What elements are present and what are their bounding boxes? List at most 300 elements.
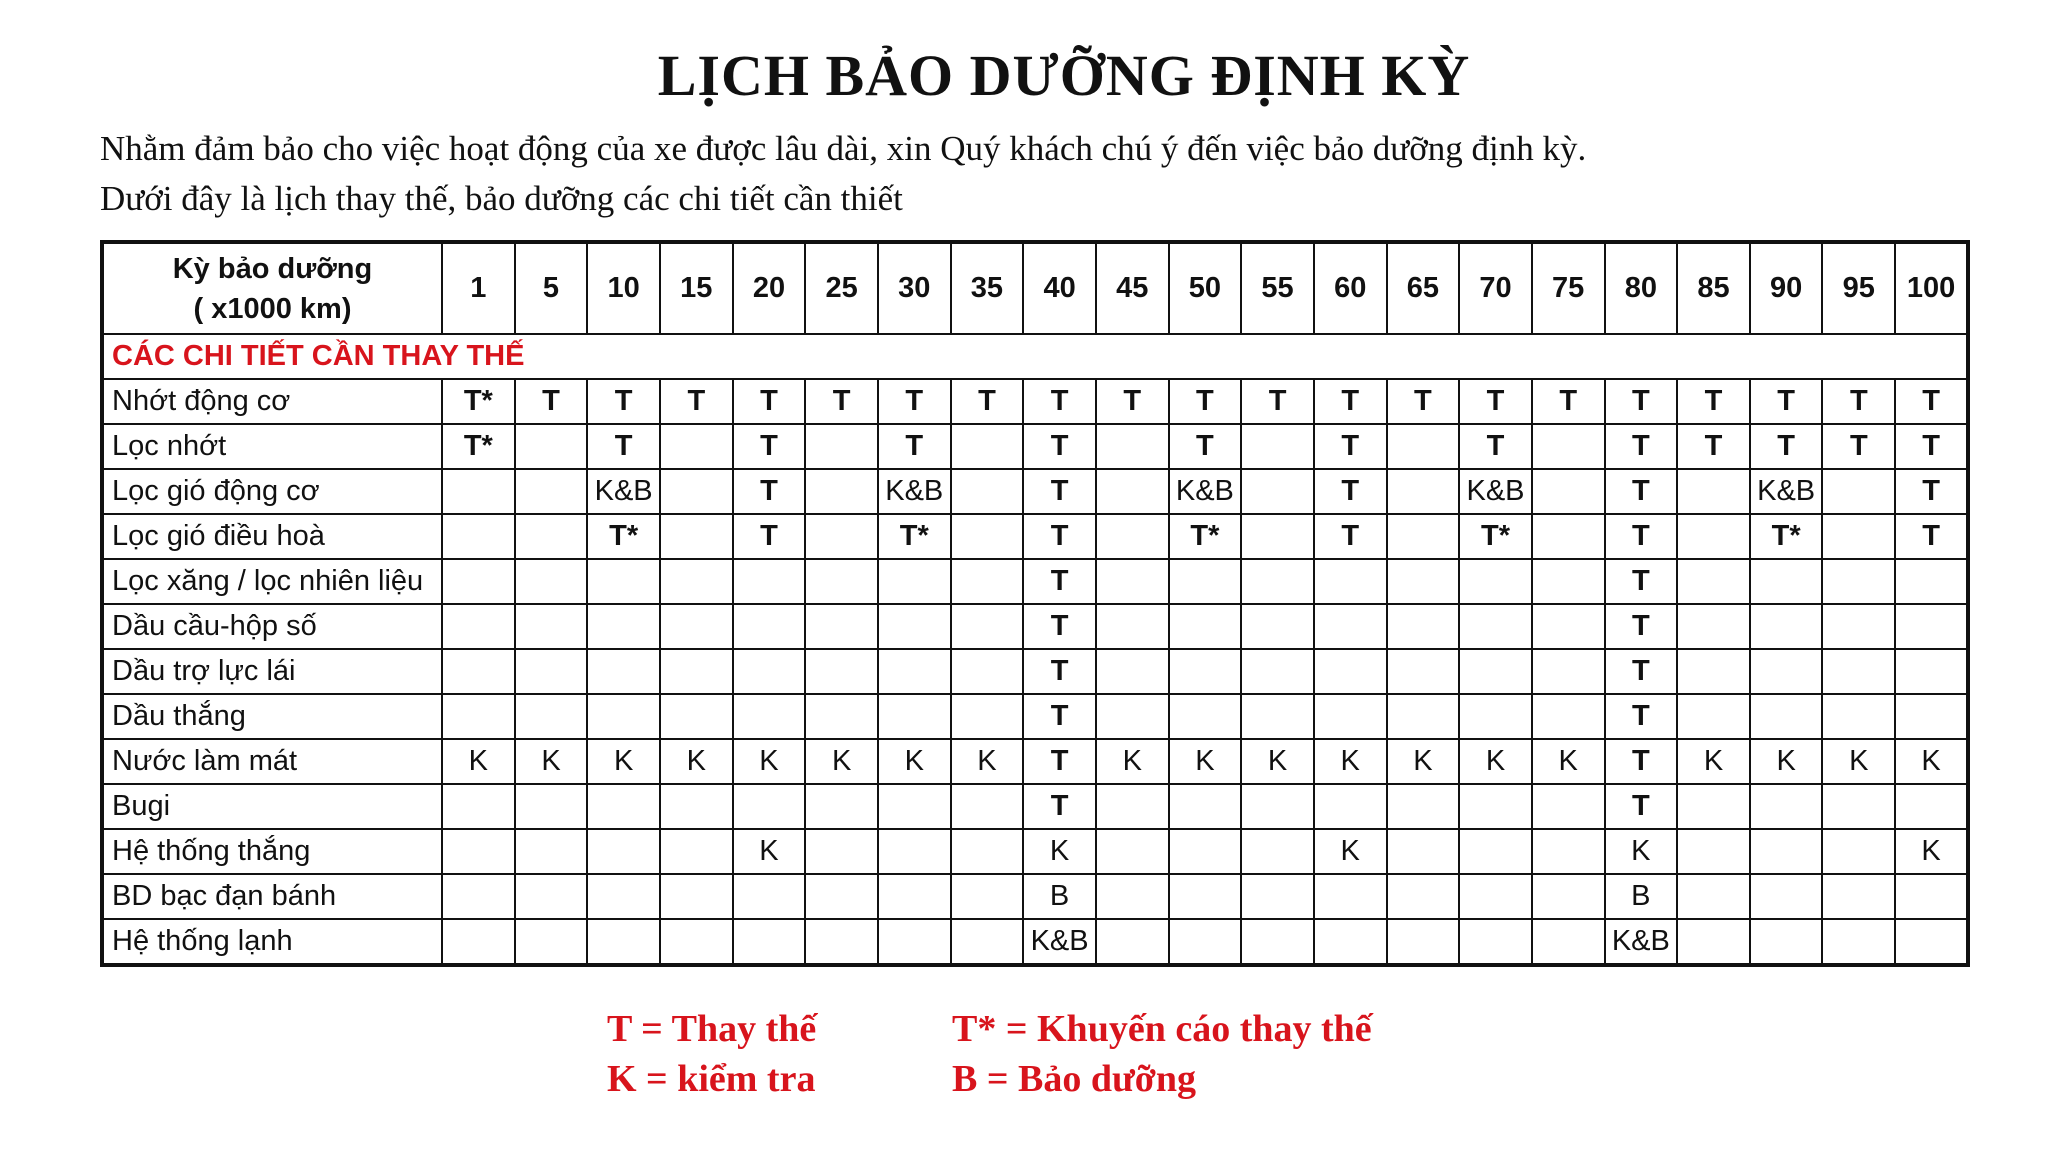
schedule-cell [1532,514,1605,559]
schedule-cell: K [1532,739,1605,784]
schedule-cell: K [515,739,588,784]
schedule-cell: T [1750,424,1823,469]
schedule-cell: K [733,829,806,874]
schedule-cell [587,604,660,649]
schedule-cell [1096,649,1169,694]
schedule-cell [1822,649,1895,694]
schedule-cell: K&B [587,469,660,514]
schedule-cell [1677,784,1750,829]
schedule-cell [1895,874,1968,919]
schedule-cell: T [1605,694,1678,739]
schedule-cell [951,694,1024,739]
schedule-cell: T [1169,424,1242,469]
schedule-cell [1532,604,1605,649]
schedule-cell: T [1459,424,1532,469]
schedule-cell: T [587,379,660,424]
schedule-cell [515,784,588,829]
schedule-cell [1314,559,1387,604]
schedule-cell: T [1023,649,1096,694]
schedule-cell [1750,919,1823,965]
schedule-cell [442,604,515,649]
schedule-cell [1750,784,1823,829]
schedule-cell [1096,604,1169,649]
schedule-cell [878,694,951,739]
schedule-cell: T [1822,424,1895,469]
interval-header-20: 20 [733,242,806,334]
interval-header-label [102,242,442,334]
schedule-cell [951,649,1024,694]
schedule-cell [1459,604,1532,649]
schedule-cell: K&B [1750,469,1823,514]
schedule-cell: T [951,379,1024,424]
schedule-cell: T [1023,784,1096,829]
interval-header-1: 1 [442,242,515,334]
schedule-cell [878,559,951,604]
schedule-cell: T [878,379,951,424]
interval-header-5: 5 [515,242,588,334]
row-label: Dầu trợ lực lái [102,649,442,694]
schedule-cell [660,649,733,694]
schedule-cell [805,919,878,965]
schedule-cell: T [1605,379,1678,424]
schedule-cell: T [1023,424,1096,469]
schedule-cell [1387,559,1460,604]
section-label: CÁC CHI TIẾT CẦN THAY THẾ [102,334,1968,379]
schedule-cell: T* [587,514,660,559]
schedule-cell [1822,469,1895,514]
schedule-cell: K [442,739,515,784]
schedule-cell [1096,559,1169,604]
row-label: Lọc nhớt [102,424,442,469]
schedule-cell [1895,649,1968,694]
schedule-cell [1169,694,1242,739]
schedule-cell [1241,514,1314,559]
schedule-cell: T [1605,649,1678,694]
table-row [102,694,1968,739]
schedule-cell [1169,874,1242,919]
schedule-cell [805,469,878,514]
schedule-cell [1677,874,1750,919]
legend-left [607,1004,816,1104]
schedule-cell: T [1677,379,1750,424]
row-label: Dầu thắng [102,694,442,739]
schedule-cell [1459,559,1532,604]
schedule-cell [1314,784,1387,829]
schedule-cell [1169,649,1242,694]
schedule-cell [660,604,733,649]
schedule-cell [1387,469,1460,514]
schedule-cell: T [1314,424,1387,469]
schedule-cell: T [1023,469,1096,514]
legend-t: T = Thay thế [607,1008,817,1050]
schedule-cell [1169,784,1242,829]
schedule-cell: T* [1750,514,1823,559]
schedule-cell [1096,424,1169,469]
schedule-cell: T [1605,559,1678,604]
interval-header-60: 60 [1314,242,1387,334]
schedule-cell: T [805,379,878,424]
schedule-cell [442,829,515,874]
schedule-cell [1241,604,1314,649]
interval-header-line-1: Kỳ bảo dưỡng [172,252,373,285]
schedule-cell [442,514,515,559]
schedule-cell: K&B [1605,919,1678,965]
schedule-cell [515,559,588,604]
schedule-cell: T [1023,604,1096,649]
schedule-cell [1387,424,1460,469]
row-label: Hệ thống lạnh [102,919,442,965]
section-row [102,334,1968,379]
schedule-cell [1677,694,1750,739]
schedule-cell [1096,829,1169,874]
schedule-cell [660,694,733,739]
table-row [102,424,1968,469]
schedule-cell: T [733,469,806,514]
schedule-cell [587,784,660,829]
schedule-cell [1822,604,1895,649]
schedule-cell [805,604,878,649]
schedule-cell: T* [1169,514,1242,559]
schedule-cell [1532,829,1605,874]
schedule-cell [587,694,660,739]
schedule-cell [1096,919,1169,965]
schedule-cell: T [733,379,806,424]
schedule-cell [442,694,515,739]
schedule-cell [733,694,806,739]
schedule-cell [1241,919,1314,965]
schedule-cell: K [660,739,733,784]
schedule-cell [951,559,1024,604]
schedule-cell [1677,604,1750,649]
schedule-cell [951,919,1024,965]
schedule-cell: T [1023,694,1096,739]
schedule-cell [733,559,806,604]
schedule-cell: T [1096,379,1169,424]
schedule-cell: K [1822,739,1895,784]
schedule-cell [951,829,1024,874]
schedule-cell: T [587,424,660,469]
interval-header-40: 40 [1023,242,1096,334]
schedule-cell: T [1169,379,1242,424]
schedule-cell [1387,514,1460,559]
schedule-cell: B [1605,874,1678,919]
schedule-cell: T [1895,469,1968,514]
schedule-cell: K [951,739,1024,784]
interval-header-35: 35 [951,242,1024,334]
table-row [102,469,1968,514]
schedule-cell [1750,694,1823,739]
schedule-cell [1387,694,1460,739]
schedule-cell [515,469,588,514]
table-row [102,649,1968,694]
schedule-cell: T [1459,379,1532,424]
schedule-cell [1677,469,1750,514]
schedule-cell: K [1895,829,1968,874]
schedule-cell [587,829,660,874]
schedule-cell [1387,604,1460,649]
schedule-cell: K [1023,829,1096,874]
schedule-cell [442,874,515,919]
schedule-cell: T* [442,424,515,469]
schedule-cell [878,829,951,874]
schedule-cell [1241,559,1314,604]
schedule-cell [1822,874,1895,919]
schedule-cell [1459,649,1532,694]
schedule-cell [515,514,588,559]
schedule-cell [1532,694,1605,739]
schedule-cell: T [1023,379,1096,424]
schedule-cell [878,604,951,649]
schedule-cell [1459,694,1532,739]
maintenance-schedule-table [100,240,1970,967]
schedule-cell: T [1241,379,1314,424]
row-label: Hệ thống thắng [102,829,442,874]
schedule-cell [1241,424,1314,469]
legend-right [952,1004,1372,1104]
schedule-cell [660,829,733,874]
schedule-cell [515,874,588,919]
schedule-cell [1895,784,1968,829]
legend-tstar: T* = Khuyến cáo thay thế [952,1008,1372,1050]
schedule-cell: K [1096,739,1169,784]
row-label: Lọc xăng / lọc nhiên liệu [102,559,442,604]
schedule-cell: T [1023,559,1096,604]
schedule-cell [587,559,660,604]
schedule-cell: B [1023,874,1096,919]
schedule-cell [951,424,1024,469]
schedule-cell [1459,784,1532,829]
schedule-cell [951,469,1024,514]
schedule-cell [660,919,733,965]
schedule-cell [1241,649,1314,694]
row-label: BD bạc đạn bánh [102,874,442,919]
row-label: Dầu cầu-hộp số [102,604,442,649]
schedule-cell [878,649,951,694]
schedule-cell: T [1605,469,1678,514]
schedule-cell [951,784,1024,829]
legend-b: B = Bảo dưỡng [952,1058,1196,1100]
interval-header-15: 15 [660,242,733,334]
schedule-cell: T [1605,424,1678,469]
table-row [102,784,1968,829]
table-row [102,919,1968,965]
schedule-cell [805,874,878,919]
schedule-cell: K [1605,829,1678,874]
interval-header-55: 55 [1241,242,1314,334]
schedule-cell: T* [878,514,951,559]
schedule-cell [1532,784,1605,829]
schedule-cell [660,784,733,829]
schedule-cell [1677,649,1750,694]
interval-header-85: 85 [1677,242,1750,334]
schedule-cell [1387,649,1460,694]
schedule-cell [1459,829,1532,874]
schedule-cell [733,649,806,694]
intro-line-1: Nhằm đảm bảo cho việc hoạt động của xe được lâu dài, xin Quý khách chú ý đến việc bảo dưỡng định kỳ. [100,129,1587,168]
schedule-cell [442,784,515,829]
page-title: LỊCH BẢO DƯỠNG ĐỊNH KỲ [657,43,1471,108]
row-label: Nhớt động cơ [102,379,442,424]
schedule-cell [1096,784,1169,829]
schedule-cell: T [1532,379,1605,424]
schedule-cell [515,649,588,694]
interval-header-70: 70 [1459,242,1532,334]
schedule-cell [1895,604,1968,649]
schedule-cell [1532,874,1605,919]
schedule-cell: K [733,739,806,784]
interval-header-75: 75 [1532,242,1605,334]
schedule-cell [515,694,588,739]
schedule-cell [515,829,588,874]
legend-k: K = kiểm tra [607,1058,816,1100]
schedule-cell [442,919,515,965]
schedule-cell: K [587,739,660,784]
schedule-cell: T [733,424,806,469]
schedule-cell [733,919,806,965]
schedule-cell: K [1750,739,1823,784]
schedule-cell [1677,829,1750,874]
interval-header-100: 100 [1895,242,1968,334]
schedule-cell [805,514,878,559]
schedule-cell [1822,559,1895,604]
table-row [102,604,1968,649]
schedule-cell [1314,604,1387,649]
schedule-cell: T [1023,514,1096,559]
schedule-cell [1532,649,1605,694]
schedule-cell [587,919,660,965]
schedule-cell [951,514,1024,559]
schedule-cell [1314,694,1387,739]
schedule-cell [1459,874,1532,919]
interval-header-30: 30 [878,242,951,334]
table-row [102,739,1968,784]
schedule-cell [1169,919,1242,965]
schedule-cell [442,649,515,694]
schedule-cell: K [1169,739,1242,784]
schedule-cell [1387,784,1460,829]
schedule-cell [1314,649,1387,694]
interval-header-90: 90 [1750,242,1823,334]
schedule-cell: K [1314,739,1387,784]
schedule-cell [805,424,878,469]
schedule-cell [733,604,806,649]
schedule-cell [1096,694,1169,739]
schedule-cell [515,919,588,965]
schedule-cell: T [733,514,806,559]
schedule-cell [515,424,588,469]
schedule-cell: T [1605,604,1678,649]
schedule-cell [1750,874,1823,919]
schedule-cell: K [1314,829,1387,874]
schedule-cell [878,919,951,965]
schedule-cell [1822,919,1895,965]
schedule-cell [1750,649,1823,694]
schedule-cell [1822,694,1895,739]
table-row [102,379,1968,424]
table-row [102,874,1968,919]
schedule-cell [878,874,951,919]
schedule-cell: T [1314,379,1387,424]
schedule-cell [660,469,733,514]
interval-header-line-2: ( x1000 km) [193,292,352,325]
table-row [102,559,1968,604]
schedule-cell [515,604,588,649]
schedule-cell: K&B [1023,919,1096,965]
schedule-cell [1822,514,1895,559]
schedule-cell [951,604,1024,649]
schedule-cell [1241,874,1314,919]
schedule-cell [1387,874,1460,919]
schedule-cell [1096,874,1169,919]
interval-header-45: 45 [1096,242,1169,334]
schedule-cell [805,559,878,604]
intro-line-2: Dưới đây là lịch thay thế, bảo dưỡng các chi tiết cần thiết [100,179,903,218]
table-row [102,829,1968,874]
schedule-cell [1241,694,1314,739]
schedule-cell [1895,559,1968,604]
schedule-cell [1750,559,1823,604]
interval-header-95: 95 [1822,242,1895,334]
schedule-cell [951,874,1024,919]
schedule-cell [1459,919,1532,965]
schedule-cell [1096,469,1169,514]
schedule-cell [1169,604,1242,649]
schedule-cell: T [1895,424,1968,469]
schedule-cell: T [1677,424,1750,469]
schedule-cell [1895,919,1968,965]
schedule-cell: K [1387,739,1460,784]
schedule-cell [1241,829,1314,874]
schedule-cell: K [878,739,951,784]
intro-text [100,124,2000,224]
schedule-cell [1169,829,1242,874]
schedule-cell: K [1895,739,1968,784]
schedule-cell: T [660,379,733,424]
schedule-cell: T [1605,784,1678,829]
schedule-cell: K&B [878,469,951,514]
schedule-cell: T [1822,379,1895,424]
schedule-cell: T [1750,379,1823,424]
schedule-cell [660,874,733,919]
row-label: Lọc gió động cơ [102,469,442,514]
schedule-cell: T [1605,514,1678,559]
schedule-cell: T [1895,514,1968,559]
schedule-cell: K&B [1459,469,1532,514]
schedule-cell [733,784,806,829]
schedule-cell [587,649,660,694]
row-label: Bugi [102,784,442,829]
schedule-cell [1750,829,1823,874]
schedule-cell [660,514,733,559]
schedule-cell [1822,784,1895,829]
schedule-cell [1387,829,1460,874]
schedule-cell: K [1241,739,1314,784]
schedule-cell: T [1314,514,1387,559]
schedule-cell [1241,784,1314,829]
schedule-cell: T [515,379,588,424]
schedule-cell: K [805,739,878,784]
schedule-cell [1677,514,1750,559]
interval-header-80: 80 [1605,242,1678,334]
schedule-cell: T* [442,379,515,424]
schedule-cell [1677,559,1750,604]
schedule-cell [805,784,878,829]
schedule-cell [733,874,806,919]
schedule-cell [1241,469,1314,514]
table-row [102,514,1968,559]
schedule-cell [878,784,951,829]
schedule-cell [660,424,733,469]
